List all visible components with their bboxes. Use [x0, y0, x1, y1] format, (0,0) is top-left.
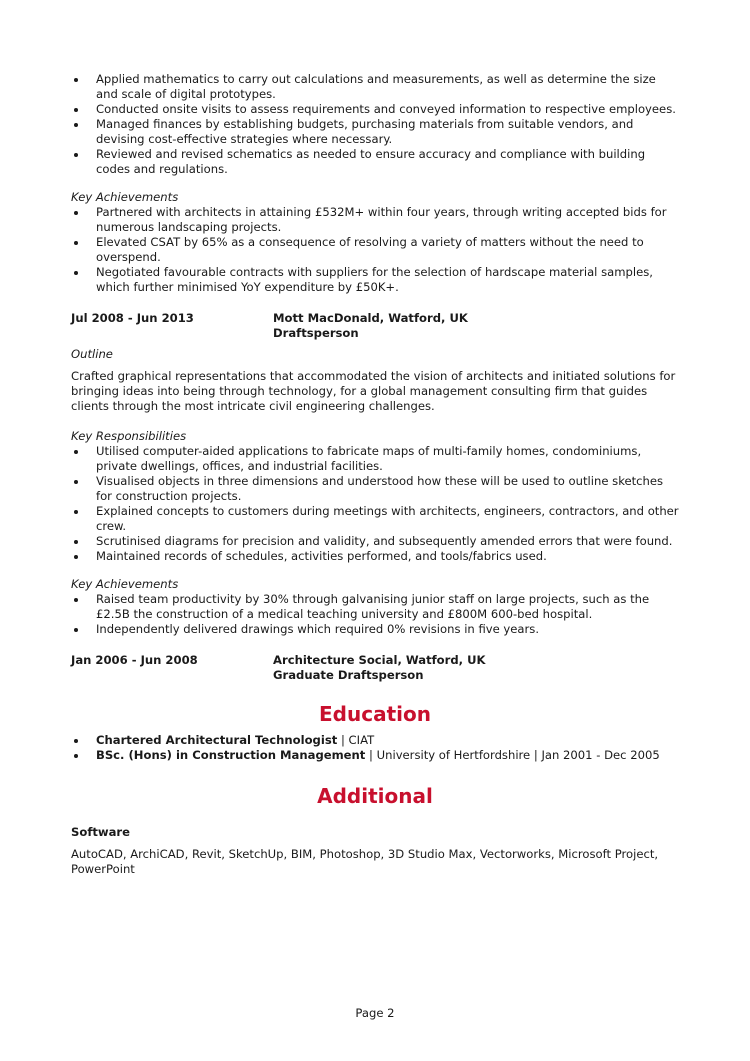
job-header-mott	[71, 311, 679, 341]
education-list	[71, 733, 679, 763]
education-name: BSc. (Hons) in Construction Management	[96, 748, 366, 762]
list-item: Reviewed and revised schematics as needed to ensure accuracy and compliance with building codes and regulations.	[71, 147, 679, 177]
additional-heading: Additional	[317, 784, 433, 808]
page-number: Page 2	[355, 1006, 395, 1020]
achievements-label: Key Achievements	[71, 577, 179, 591]
education-name: Chartered Architectural Technologist	[96, 733, 338, 747]
list-item: Visualised objects in three dimensions and understood how these will be used to outline sketches for construction projects.	[71, 474, 679, 504]
list-item: Negotiated favourable contracts with suppliers for the selection of hardscape material samples, which further minimised YoY expenditure by £50K+.	[71, 265, 679, 295]
job-dates: Jul 2008 - Jun 2013	[71, 311, 194, 325]
prev-job-responsibilities-list	[71, 72, 679, 177]
list-item	[71, 733, 679, 748]
list-item: Independently delivered drawings which required 0% revisions in five years.	[71, 622, 679, 637]
job-company: Mott MacDonald, Watford, UK	[273, 311, 468, 325]
responsibilities-label: Key Responsibilities	[71, 429, 187, 443]
list-item: Explained concepts to customers during meetings with architects, engineers, contractors, and other crew.	[71, 504, 679, 534]
job-title: Draftsperson	[273, 326, 359, 340]
list-item: Managed finances by establishing budgets, purchasing materials from suitable vendors, and devising cost-effective strategies where necessary.	[71, 117, 679, 147]
mott-responsibilities-list	[71, 444, 679, 564]
list-item: Applied mathematics to carry out calculations and measurements, as well as determine the size and scale of digital prototypes.	[71, 72, 679, 102]
job-header-social	[71, 653, 679, 683]
list-item: Conducted onsite visits to assess requirements and conveyed information to respective employees.	[71, 102, 679, 117]
software-list: AutoCAD, ArchiCAD, Revit, SketchUp, BIM, Photoshop, 3D Studio Max, Vectorworks, Microsoft Project, PowerPoint	[71, 847, 659, 876]
prev-job-achievements-label: Key Achievements	[71, 190, 179, 204]
list-item: Maintained records of schedules, activities performed, and tools/fabrics used.	[71, 549, 679, 564]
resume-page-2	[71, 72, 679, 877]
list-item: Partnered with architects in attaining £532M+ within four years, through writing accepted bids for numerous landscaping projects.	[71, 205, 679, 235]
education-heading: Education	[319, 702, 431, 726]
outline-text: Crafted graphical representations that accommodated the vision of architects and initiated solutions for bringing ideas into being through technology, for a global management consulting firm that guides clients through the most intricate civil engineering challenges.	[71, 369, 676, 413]
outline-label: Outline	[71, 347, 113, 361]
job-dates: Jan 2006 - Jun 2008	[71, 653, 198, 667]
job-company: Architecture Social, Watford, UK	[273, 653, 486, 667]
list-item	[71, 748, 679, 763]
mott-achievements-list	[71, 592, 679, 637]
list-item: Raised team productivity by 30% through galvanising junior staff on large projects, such as the £2.5B the construction of a medical teaching university and £800M 600-bed hospital.	[71, 592, 679, 622]
education-detail: | University of Hertfordshire | Jan 2001 - Dec 2005	[365, 748, 660, 762]
list-item: Elevated CSAT by 65% as a consequence of resolving a variety of matters without the need to overspend.	[71, 235, 679, 265]
software-label: Software	[71, 825, 131, 839]
list-item: Utilised computer-aided applications to fabricate maps of multi-family homes, condominiums, private dwellings, offices, and industrial facilities.	[71, 444, 679, 474]
education-detail: | CIAT	[337, 733, 375, 747]
prev-job-achievements-list	[71, 205, 679, 295]
list-item: Scrutinised diagrams for precision and validity, and subsequently amended errors that were found.	[71, 534, 679, 549]
job-title: Graduate Draftsperson	[273, 668, 424, 682]
